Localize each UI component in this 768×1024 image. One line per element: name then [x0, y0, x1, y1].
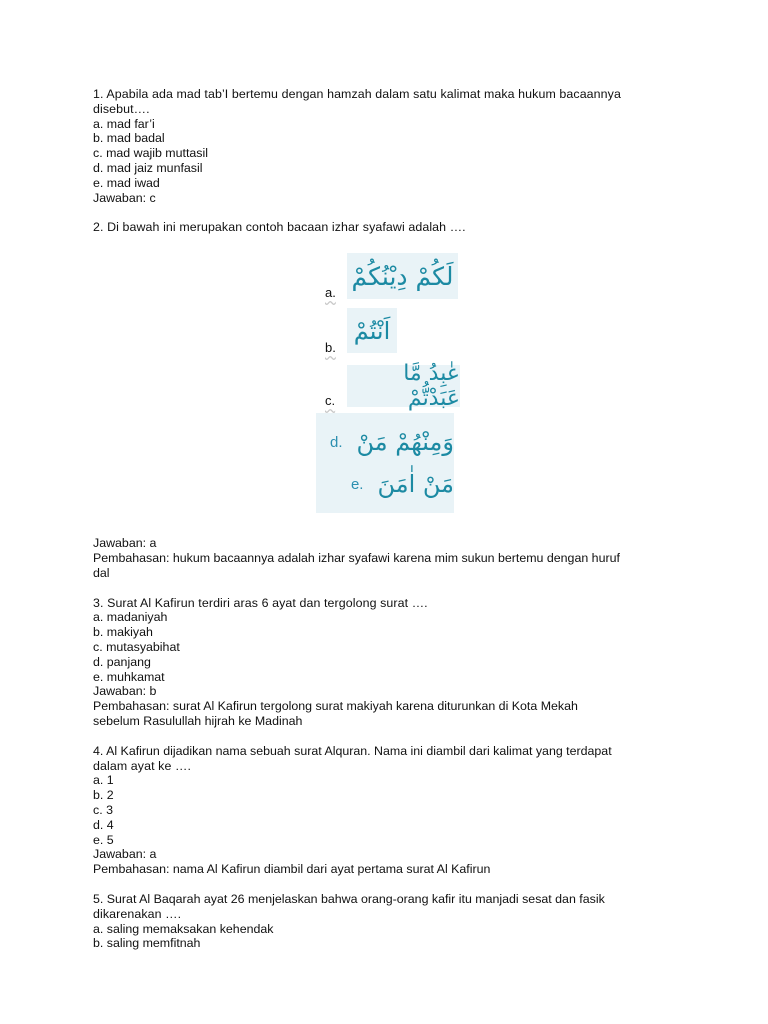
- discussion-cont: dal: [93, 565, 110, 580]
- option-e: e. 5: [93, 832, 114, 847]
- option-d: d. panjang: [93, 654, 151, 669]
- discussion: Pembahasan: surat Al Kafirun tergolong surat makiyah karena diturunkan di Kota Mekah: [93, 699, 578, 714]
- arabic-options-figure: [93, 243, 683, 526]
- option-d: d. 4: [93, 817, 114, 832]
- question-text: 2. Di bawah ini merupakan contoh bacaan izhar syafawi adalah ….: [93, 220, 466, 235]
- answer: Jawaban: b: [93, 684, 157, 699]
- option-b: b. saling memfitnah: [93, 936, 201, 951]
- question-text: 3. Surat Al Kafirun terdiri aras 6 ayat dan tergolong surat ….: [93, 595, 428, 610]
- option-a-label: a.: [325, 285, 336, 301]
- question-text-cont: dalam ayat ke ….: [93, 758, 192, 773]
- question-2: [93, 220, 683, 580]
- answer: Jawaban: c: [93, 190, 156, 205]
- document-page: [93, 87, 683, 951]
- arabic-row-e: [351, 470, 454, 498]
- question-4: [93, 744, 683, 877]
- arabic-option-b: اَنْتُمْ: [347, 308, 397, 353]
- arabic-option-a: لَكُمْ دِيْنُكُمْ: [347, 253, 458, 299]
- question-1: [93, 87, 683, 205]
- question-text-cont: dikarenakan ….: [93, 906, 182, 921]
- option-c: c. mad wajib muttasil: [93, 146, 208, 161]
- option-c: c. mutasyabihat: [93, 639, 180, 654]
- option-d: d. mad jaiz munfasil: [93, 160, 203, 175]
- option-b-label: b.: [325, 340, 336, 356]
- option-e-label: e.: [350, 475, 364, 493]
- arabic-row-d: [330, 428, 454, 456]
- discussion: Pembahasan: hukum bacaannya adalah izhar syafawi karena mim sukun bertemu dengan huruf: [93, 550, 620, 565]
- question-text: 4. Al Kafirun dijadikan nama sebuah surat Alquran. Nama ini diambil dari kalimat yang terdapat: [93, 743, 612, 758]
- option-d-label: d.: [330, 433, 343, 451]
- question-text-cont: disebut….: [93, 101, 150, 116]
- option-b: b. mad badal: [93, 131, 165, 146]
- option-a: a. 1: [93, 773, 114, 788]
- option-c-label: c.: [325, 393, 336, 409]
- answer: Jawaban: a: [93, 536, 157, 551]
- option-b: b. makiyah: [93, 625, 153, 640]
- option-b: b. 2: [93, 788, 114, 803]
- option-a: a. mad far’i: [93, 116, 155, 131]
- discussion-cont: sebelum Rasulullah hijrah ke Madinah: [93, 713, 303, 728]
- option-c: c. 3: [93, 802, 113, 817]
- arabic-options-de-panel: [316, 413, 454, 513]
- option-a: a. saling memaksakan kehendak: [93, 921, 274, 936]
- question-5: [93, 892, 683, 951]
- option-a: a. madaniyah: [93, 610, 168, 625]
- question-3: [93, 596, 683, 729]
- question-text: 5. Surat Al Baqarah ayat 26 menjelaskan bahwa orang-orang kafir itu manjadi sesat dan fasik: [93, 891, 605, 906]
- question-text: 1. Apabila ada mad tab’I bertemu dengan hamzah dalam satu kalimat maka hukum bacaannya: [93, 87, 621, 101]
- option-e: e. muhkamat: [93, 669, 165, 684]
- answer: Jawaban: a: [93, 847, 157, 862]
- arabic-option-d: وَمِنْهُمْ مَنْ: [356, 428, 454, 457]
- option-e: e. mad iwad: [93, 175, 160, 190]
- discussion: Pembahasan: nama Al Kafirun diambil dari ayat pertama surat Al Kafirun: [93, 862, 491, 877]
- arabic-option-e: مَنْ اٰمَنَ: [377, 470, 454, 499]
- arabic-option-c: عٰبِدُ مَّا عَبَدْتُّمْ: [347, 365, 460, 407]
